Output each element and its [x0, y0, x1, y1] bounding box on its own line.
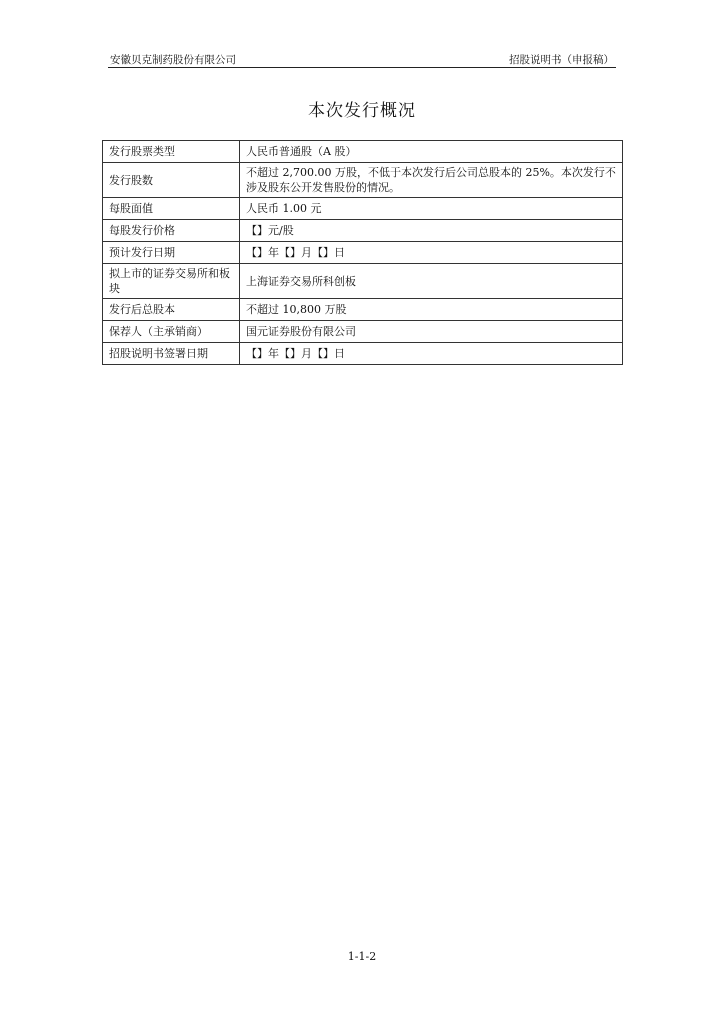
page-title: 本次发行概况: [308, 101, 416, 121]
table-row: [103, 141, 623, 163]
row-value: 不超过 10,800 万股: [240, 299, 623, 321]
table-row: [103, 198, 623, 220]
table-row: [103, 299, 623, 321]
row-value: 【】年【】月【】日: [240, 343, 623, 365]
row-value: 不超过 2,700.00 万股，不低于本次发行后公司总股本的 25%。本次发行不涉及股东公开发售股份的情况。: [240, 163, 623, 198]
row-value: 【】年【】月【】日: [240, 242, 623, 264]
header-divider: [108, 67, 616, 68]
row-value: 上海证券交易所科创板: [240, 264, 623, 299]
page-header: [110, 52, 614, 66]
header-document-type: 招股说明书（申报稿）: [509, 54, 614, 66]
table-row: [103, 242, 623, 264]
offering-overview-table: [102, 140, 623, 365]
header-company-name: 安徽贝克制药股份有限公司: [110, 54, 236, 66]
row-value: 人民币普通股（A 股）: [240, 141, 623, 163]
table-row: [103, 264, 623, 299]
row-label: 每股面值: [103, 198, 240, 220]
row-label: 拟上市的证券交易所和板块: [103, 264, 240, 299]
row-value: 人民币 1.00 元: [240, 198, 623, 220]
page-number: 1-1-2: [347, 950, 377, 963]
row-label: 预计发行日期: [103, 242, 240, 264]
row-value: 【】元/股: [240, 220, 623, 242]
row-label: 发行后总股本: [103, 299, 240, 321]
row-value: 国元证券股份有限公司: [240, 321, 623, 343]
row-label: 保荐人（主承销商）: [103, 321, 240, 343]
table-row: [103, 220, 623, 242]
row-label: 每股发行价格: [103, 220, 240, 242]
table-row: [103, 321, 623, 343]
table-row: [103, 343, 623, 365]
row-label: 发行股票类型: [103, 141, 240, 163]
row-label: 招股说明书签署日期: [103, 343, 240, 365]
row-label: 发行股数: [103, 163, 240, 198]
table-row: [103, 163, 623, 198]
